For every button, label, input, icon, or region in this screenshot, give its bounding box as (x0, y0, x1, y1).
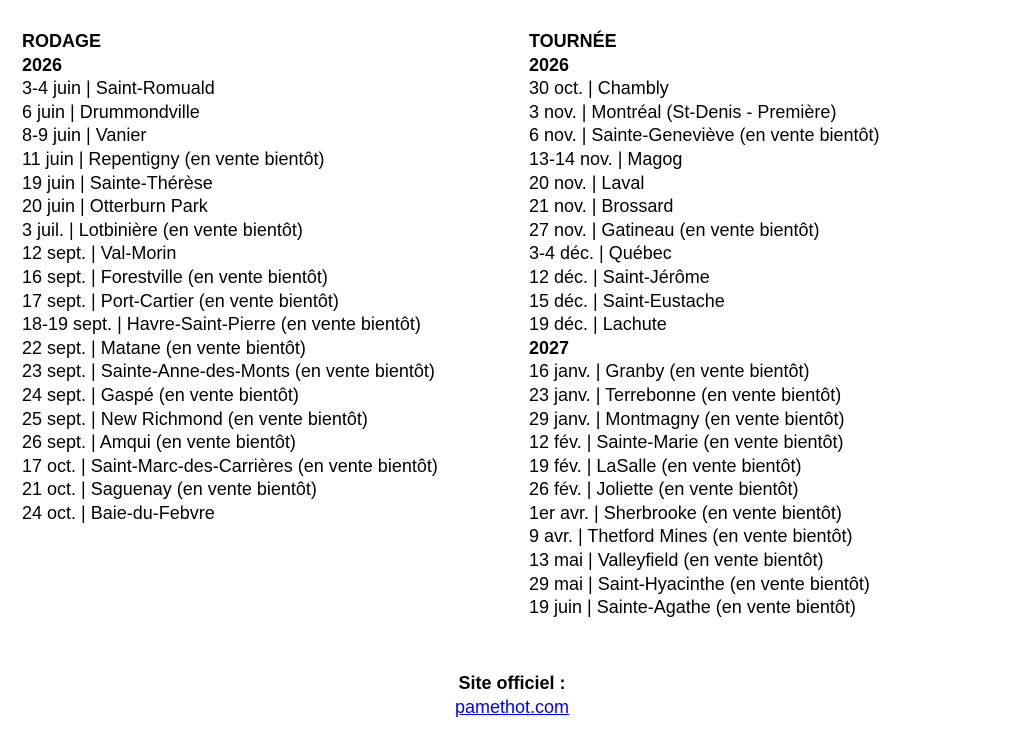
list-item: 12 déc. | Saint-Jérôme (529, 266, 710, 287)
tournee-heading: TOURNÉE (529, 31, 617, 51)
list-item: 24 sept. | Gaspé (en vente bientôt) (22, 384, 299, 405)
list-item: 3-4 juin | Saint-Romuald (22, 78, 215, 99)
rodage-column (22, 30, 438, 525)
list-item: 11 juin | Repentigny (en vente bientôt) (22, 148, 325, 169)
list-item: 17 sept. | Port-Cartier (en vente bientôt) (22, 290, 339, 311)
list-item: 15 déc. | Saint-Eustache (529, 290, 725, 311)
list-item: 27 nov. | Gatineau (en vente bientôt) (529, 219, 820, 240)
list-item: 19 déc. | Lachute (529, 314, 667, 335)
list-item: 25 sept. | New Richmond (en vente bientôt) (22, 408, 368, 429)
list-item: 13-14 nov. | Magog (529, 148, 683, 169)
official-site-label: Site officiel : (458, 673, 566, 693)
list-item: 21 nov. | Brossard (529, 196, 674, 217)
official-site-link[interactable]: pamethot.com (454, 696, 570, 717)
rodage-heading: RODAGE (22, 31, 102, 51)
list-item: 16 janv. | Granby (en vente bientôt) (529, 361, 810, 382)
list-item: 19 juin | Sainte-Thérèse (22, 172, 213, 193)
list-item: 13 mai | Valleyfield (en vente bientôt) (529, 550, 824, 571)
list-item: 21 oct. | Saguenay (en vente bientôt) (22, 479, 317, 500)
list-item: 17 oct. | Saint-Marc-des-Carrières (en vente bientôt) (22, 455, 438, 476)
list-item: 12 sept. | Val-Morin (22, 243, 177, 264)
footer (0, 672, 1024, 719)
rodage-year: 2026 (22, 54, 63, 75)
tournee-year-2026: 2026 (529, 54, 570, 75)
tournee-2027-dates-list (529, 360, 880, 620)
list-item: 8-9 juin | Vanier (22, 125, 147, 146)
list-item: 18-19 sept. | Havre-Saint-Pierre (en vente bientôt) (22, 314, 421, 335)
list-item: 29 mai | Saint-Hyacinthe (en vente bientôt) (529, 573, 870, 594)
list-item: 29 janv. | Montmagny (en vente bientôt) (529, 408, 845, 429)
list-item: 9 avr. | Thetford Mines (en vente bientôt) (529, 526, 853, 547)
list-item: 1er avr. | Sherbrooke (en vente bientôt) (529, 502, 842, 523)
list-item: 6 juin | Drummondville (22, 101, 200, 122)
list-item: 12 fév. | Sainte-Marie (en vente bientôt) (529, 432, 844, 453)
tournee-year-2027: 2027 (529, 337, 570, 358)
list-item: 19 fév. | LaSalle (en vente bientôt) (529, 455, 802, 476)
list-item: 19 juin | Sainte-Agathe (en vente bientôt) (529, 597, 856, 618)
list-item: 20 nov. | Laval (529, 172, 645, 193)
list-item: 26 sept. | Amqui (en vente bientôt) (22, 432, 296, 453)
list-item: 22 sept. | Matane (en vente bientôt) (22, 337, 306, 358)
tournee-2026-dates-list (529, 77, 880, 337)
list-item: 23 sept. | Sainte-Anne-des-Monts (en vente bientôt) (22, 361, 435, 382)
list-item: 26 fév. | Joliette (en vente bientôt) (529, 479, 799, 500)
list-item: 16 sept. | Forestville (en vente bientôt) (22, 266, 328, 287)
list-item: 23 janv. | Terrebonne (en vente bientôt) (529, 384, 842, 405)
list-item: 24 oct. | Baie-du-Febvre (22, 502, 215, 523)
list-item: 6 nov. | Sainte-Geneviève (en vente bientôt) (529, 125, 880, 146)
list-item: 3-4 déc. | Québec (529, 243, 672, 264)
list-item: 30 oct. | Chambly (529, 78, 669, 99)
rodage-dates-list (22, 77, 438, 525)
list-item: 20 juin | Otterburn Park (22, 196, 208, 217)
list-item: 3 juil. | Lotbinière (en vente bientôt) (22, 219, 303, 240)
list-item: 3 nov. | Montréal (St-Denis - Première) (529, 101, 837, 122)
tournee-column (529, 30, 880, 620)
